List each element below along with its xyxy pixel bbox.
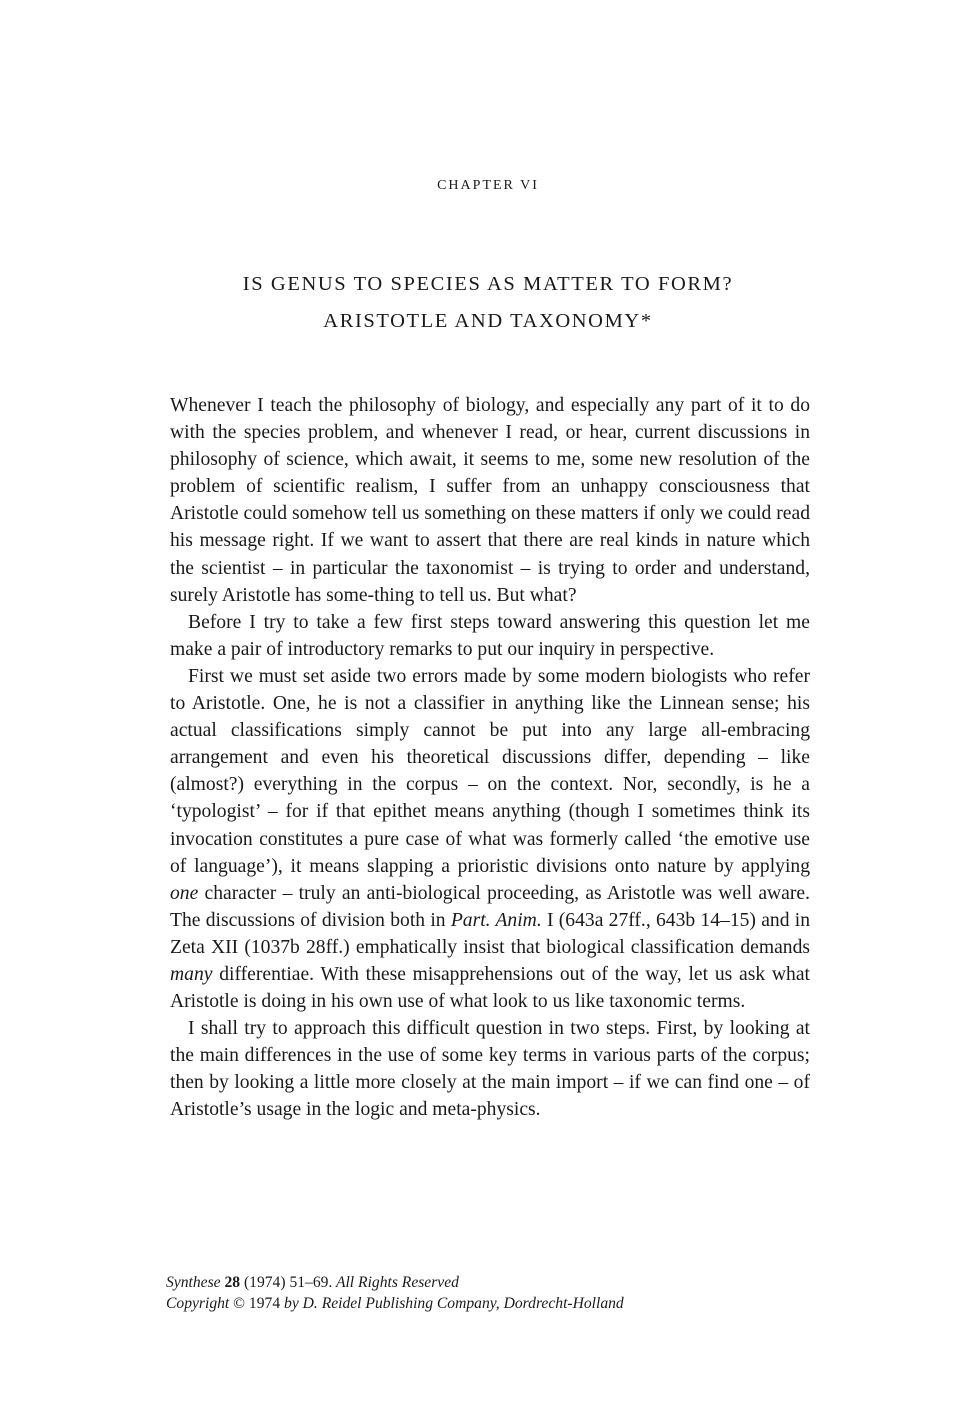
copyright-word: Copyright [166,1295,230,1312]
chapter-heading: CHAPTER VI [437,178,539,193]
paragraph-3-text-c: character – truly an anti-biological proceeding, as Aristotle was well aware. The discussions of division both in [170,882,810,931]
paragraph-2: Before I try to take a few first steps toward answering this question let me make a pair of introductory remarks to put our inquiry in perspective. [170,611,810,660]
volume-number: 28 [224,1274,241,1291]
footnote-publication [166,1272,816,1314]
rights-notice: All Rights Reserved [335,1274,459,1291]
emphasis-many: many [170,963,213,985]
paragraph-1: Whenever I teach the philosophy of biology, and especially any part of it to do with the species problem, and whenever I read, or hear, current discussions in philosophy of science, which await, it seems to me, some new resolution of the problem of scientific realism, I suffer from an unhappy consciousness that Aristotle could somehow tell us something on these matters if only we could read his message right. If we want to assert that there are real kinds in nature which the scientist – in particular the taxonomist – is trying to order and understand, surely Aristotle has some-thing to tell us. But what? [170,395,810,606]
citation-part-anim: Part. Anim. [450,909,542,931]
journal-name: Synthese [166,1274,221,1291]
paragraph-3-text-g: differentiae. With these misapprehensions out of the way, let us ask what Aristotle is doing in his own use of what look to us like taxonomic terms. [170,963,810,1013]
footer-line-2 [166,1293,816,1314]
paragraph-4: I shall try to approach this difficult question in two steps. First, by looking at the main differences in the use of some key terms in various parts of the corpus; then by looking a little more closely at the main import – if we can find one – of Aristotle’s usage in the logic and meta-physics. [170,1018,810,1121]
publisher: by D. Reidel Publishing Company, Dordrecht-Holland [284,1295,624,1312]
copyright-symbol: © [233,1295,246,1312]
paragraph-3-text-a: First we must set aside two errors made by some modern biologists who refer to Aristotle. One, he is not a classifier in anything like the Linnean sense; his actual classifications simply cannot be put into any large all-embracing arrangement and even his theoretical discussions differ, depending – like (almost?) everything in the corpus – on the context. Nor, secondly, is he a ‘typologist’ – for if that epithet means anything (though I sometimes think its invocation constitutes a pure case of what was formerly called ‘the emotive use of language’), it means slapping a prioristic divisions onto nature by applying [170,665,810,877]
title-line-1: IS GENUS TO SPECIES AS MATTER TO FORM? [242,273,734,295]
paragraph-3-text-e: I (643a 27ff., 643b 14–15) and in Zeta XII (1037b 28ff.) emphatically insist that biological classification demands [170,909,810,958]
year-pages: (1974) 51–69. [243,1274,333,1291]
body-text [170,392,810,1124]
copyright-year: 1974 [248,1295,281,1312]
article-title [0,266,976,340]
paragraph-3 [170,663,810,1015]
title-line-2: ARISTOTLE AND TAXONOMY* [323,310,653,332]
footer-line-1 [166,1272,816,1293]
emphasis-one: one [170,882,199,904]
